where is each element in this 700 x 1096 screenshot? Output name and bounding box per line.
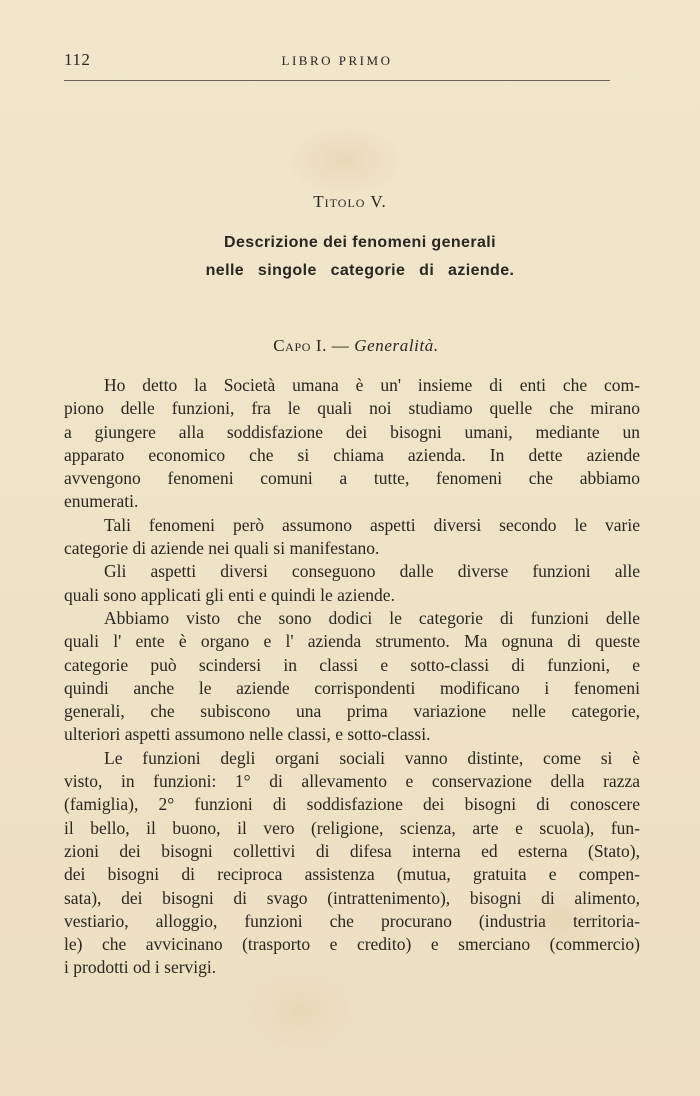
text-line: le) che avvicinano (trasporto e credito) e smerciano (commercio) (64, 934, 640, 955)
text-line: categorie può scindersi in classi e sotto-classi di funzioni, e (64, 654, 640, 675)
text-line: sata), dei bisogni di svago (intrattenimento), bisogni di alimento, (64, 887, 640, 908)
running-title: LIBRO PRIMO (281, 53, 393, 68)
text-line: Ho detto la Società umana è un' insieme di enti che com- (104, 375, 640, 395)
text-line: enumerati. (64, 491, 139, 512)
running-head (64, 50, 610, 81)
section-heading-line-1: Descrizione dei fenomeni generali (224, 234, 496, 251)
text-line: Le funzioni degli organi sociali vanno distinte, come si è (104, 747, 640, 768)
title-label: Titolo V. (313, 192, 387, 211)
text-line: generali, che subiscono una prima variazione nelle categorie, (64, 701, 640, 722)
text-line: ulteriori aspetti assumono nelle classi, e sotto-classi. (64, 724, 431, 745)
text-line: piono delle funzioni, fra le quali noi studiamo quelle che mirano (64, 398, 640, 419)
text-line: i prodotti od i servigi. (64, 957, 217, 978)
text-line: dei bisogni di reciproca assistenza (mutua, gratuita e compen- (64, 864, 640, 885)
text-line: (famiglia), 2° funzioni di soddisfazione dei bisogni di conoscere (64, 794, 640, 815)
text-line: quali l' ente è organo e l' azienda strumento. Ma ognuna di queste (64, 631, 640, 652)
text-line: Abbiamo visto che sono dodici le categorie di funzioni delle (104, 607, 640, 628)
text-line: avvengono fenomeni comuni a tutte, fenomeni che abbiamo (64, 468, 640, 489)
chapter-title (0, 336, 700, 356)
text-line: quindi anche le aziende corrispondenti modificano i fenomeni (64, 677, 640, 698)
chapter-label: Capo I. — (273, 336, 355, 355)
text-line: zioni dei bisogni collettivi di difesa interna ed esterna (Stato), (64, 840, 640, 861)
text-line: apparato economico che si chiama azienda. In dette aziende (64, 444, 640, 465)
text-line: quali sono applicati gli enti e quindi le aziende. (64, 584, 395, 605)
text-line: vestiario, alloggio, funzioni che procurano (industria territoria- (64, 910, 640, 931)
chapter-subtitle: Generalità. (354, 336, 439, 355)
text-line: a giungere alla soddisfazione dei bisogni umani, mediante un (64, 421, 640, 442)
page-number: 112 (64, 50, 91, 69)
text-line: Gli aspetti diversi conseguono dalle diverse funzioni alle (104, 561, 640, 582)
text-line: il bello, il buono, il vero (religione, scienza, arte e scuola), fun- (64, 817, 640, 838)
section-heading-line-2: nelle singole categorie di aziende. (205, 262, 515, 279)
text-line: visto, in funzioni: 1° di allevamento e conservazione della razza (64, 771, 640, 792)
body-text (64, 374, 640, 980)
text-line: categorie di aziende nei quali si manifestano. (64, 538, 380, 559)
text-line: Tali fenomeni però assumono aspetti diversi secondo le varie (104, 514, 640, 535)
